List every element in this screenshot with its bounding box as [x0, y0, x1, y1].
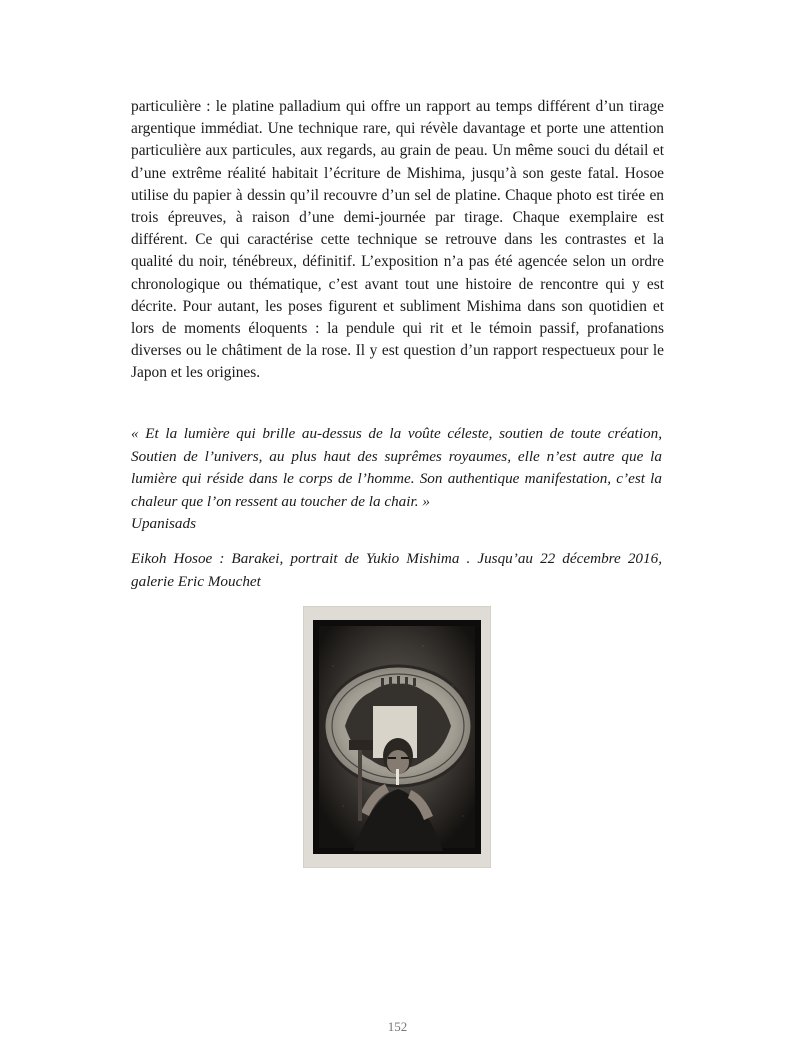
quote-source: Upanisads: [131, 515, 196, 533]
page-number: 152: [387, 1019, 408, 1034]
exhibition-caption: Eikoh Hosoe : Barakei, portrait de Yukio Mishima . Jusqu’au 22 décembre 2016, galerie Eric Mouchet: [131, 550, 662, 590]
epigraph-quote: [131, 423, 662, 536]
quote-text: « Et la lumière qui brille au-dessus de la voûte céleste, soutien de toute création, Soutien de l’univers, au plus haut des suprêmes royaumes, elle n’est autre que la lumière qui réside dans le corps de l’homme. Son authentique manifestation, c’est la chaleur que l’on ressent au toucher de la chair. »: [131, 425, 662, 510]
body-paragraph: particulière : le platine palladium qui offre un rapport au temps différent d’un tirage argentique immédiat. Une technique rare, qui révèle davantage et porte une attention particulière aux particules, aux regards, au grain de peau. Un même souci du détail et d’une extrême réalité habitait l’écriture de Mishima, jusqu’à son geste fatal. Hosoe utilise du papier à dessin qu’il recouvre d’un sel de platine. Chaque photo est tirée en trois épreuves, à raison d’une demi-journée par tirage. Chaque exemplaire est différent. Ce qui caractérise cette technique se retrouve dans les contrastes et la qualité du noir, ténébreux, définitif. L’exposition n’a pas été agencée selon un ordre chronologique ou thématique, c’est avant tout une histoire de rencontre qui y est décrite. Pour autant, les poses figurent et subliment Mishima dans son quotidien et lors de moments éloquents : la pendule qui rit et le témoin passif, profanations diverses ou le châtiment de la rose. Il y est question d’un rapport respectueux pour le Japon et les origines.: [131, 98, 664, 382]
barakei-photograph: [303, 606, 491, 868]
